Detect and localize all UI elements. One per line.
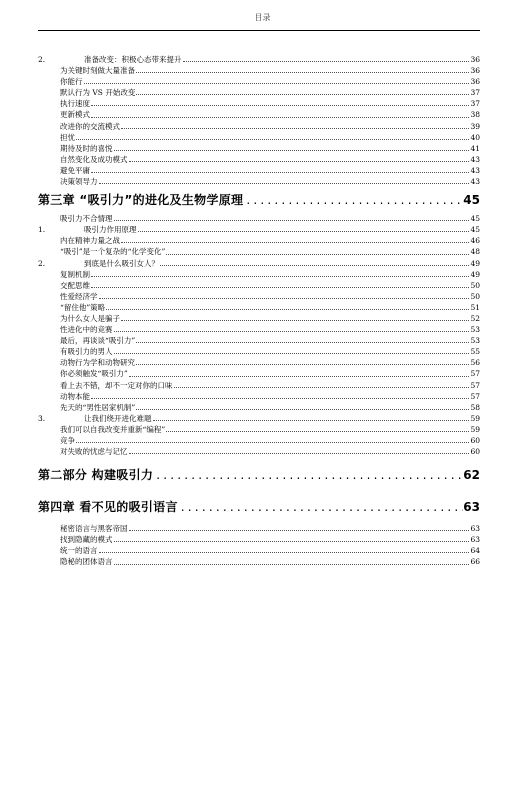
entry-title: 改进你的交流模式 xyxy=(60,121,120,131)
toc-entry[interactable] xyxy=(38,435,480,446)
leader-dots xyxy=(136,72,469,73)
leader-dots xyxy=(121,242,469,243)
entry-page-number: 43 xyxy=(470,165,480,175)
entry-page-number: 49 xyxy=(470,269,480,279)
leader-dots xyxy=(91,117,469,118)
leader-dots xyxy=(160,265,469,266)
entry-title: 决策领导力 xyxy=(60,177,98,187)
toc-entry[interactable] xyxy=(38,132,480,143)
toc-entry[interactable] xyxy=(38,269,480,280)
entry-page-number: 52 xyxy=(470,313,480,323)
toc-entry[interactable] xyxy=(38,54,480,65)
entry-page-number: 38 xyxy=(470,110,480,120)
toc-entry[interactable] xyxy=(38,280,480,291)
entry-title: 你必须触发“吸引力” xyxy=(60,369,128,379)
toc-entry[interactable] xyxy=(38,545,480,556)
leader-dots xyxy=(121,320,469,321)
chapter-title: 第三章 “吸引力”的进化及生物学原理 xyxy=(38,193,244,208)
toc-chapter-heading[interactable] xyxy=(38,191,480,211)
entry-title: 交配思维 xyxy=(60,280,90,290)
toc-entry[interactable] xyxy=(38,391,480,402)
toc-entry[interactable] xyxy=(38,213,480,224)
leader-dots xyxy=(121,128,469,129)
toc-entry[interactable] xyxy=(38,121,480,132)
entry-page-number: 48 xyxy=(470,247,480,257)
leader-dots xyxy=(114,564,470,565)
toc-chapter-heading[interactable] xyxy=(38,466,480,486)
entry-title: 对失败的忧虑与记忆 xyxy=(60,447,128,457)
leader-dots xyxy=(114,331,470,332)
toc-entry[interactable] xyxy=(38,324,480,335)
entry-page-number: 46 xyxy=(470,236,480,246)
entry-page-number: 55 xyxy=(470,347,480,357)
entry-page-number: 57 xyxy=(470,369,480,379)
entry-title: 隐秘的团体语言 xyxy=(60,557,113,567)
toc-entry[interactable] xyxy=(38,357,480,368)
entry-page-number: 36 xyxy=(470,55,480,64)
leader-dots xyxy=(91,398,469,399)
leader-dots xyxy=(153,468,463,482)
toc-entry[interactable] xyxy=(38,154,480,165)
toc-entry[interactable] xyxy=(38,302,480,313)
leader-dots xyxy=(114,541,470,542)
toc-chapter-heading[interactable] xyxy=(38,498,480,518)
entry-title: 让我们绕开进化难题 xyxy=(84,413,152,423)
toc-entry[interactable] xyxy=(38,258,480,269)
entry-page-number: 58 xyxy=(470,402,480,412)
entry-page-number: 50 xyxy=(470,280,480,290)
chapter-page-number: 62 xyxy=(463,468,480,483)
entry-page-number: 49 xyxy=(470,258,480,268)
leader-dots xyxy=(91,287,469,288)
leader-dots xyxy=(129,530,470,531)
toc-entry[interactable] xyxy=(38,65,480,76)
entry-page-number: 63 xyxy=(470,524,480,534)
entry-title: 复制机制 xyxy=(60,269,90,279)
leader-dots xyxy=(99,552,470,553)
entry-title: 为关键时刻做大量准备 xyxy=(60,66,135,76)
entry-title: 执行速度 xyxy=(60,99,90,109)
toc-entry[interactable] xyxy=(38,246,480,257)
leader-dots xyxy=(76,139,469,140)
entry-page-number: 37 xyxy=(470,88,480,98)
entry-page-number: 66 xyxy=(470,557,480,567)
entry-page-number: 53 xyxy=(470,325,480,335)
leader-dots xyxy=(166,431,469,432)
entry-page-number: 59 xyxy=(470,424,480,434)
entry-page-number: 59 xyxy=(470,413,480,423)
toc-entry[interactable] xyxy=(38,424,480,435)
entry-title: 性爱经济学 xyxy=(60,291,98,301)
toc-entry[interactable] xyxy=(38,87,480,98)
leader-dots xyxy=(166,254,469,255)
entry-page-number: 43 xyxy=(470,177,480,187)
leader-dots xyxy=(243,193,463,207)
entry-page-number: 36 xyxy=(470,77,480,87)
toc-entry[interactable] xyxy=(38,176,480,187)
entry-title: 竞争 xyxy=(60,436,75,445)
chapter-title: 第四章 看不见的吸引语言 xyxy=(38,500,178,515)
entry-page-number: 45 xyxy=(470,214,480,224)
entry-page-number: 36 xyxy=(470,66,480,76)
entry-title: “吸引”是一个复杂的“化学变化” xyxy=(60,247,166,257)
entry-title: 有吸引力的男人 xyxy=(60,347,113,357)
leader-dots xyxy=(114,220,470,221)
entry-title: 你能行 xyxy=(60,77,83,87)
toc-entry[interactable] xyxy=(38,235,480,246)
leader-dots xyxy=(183,61,470,62)
entry-page-number: 43 xyxy=(470,154,480,164)
entry-title: 动物本能 xyxy=(60,391,90,401)
leader-dots xyxy=(106,309,469,310)
entry-title: 默认行为 VS 开始改变 xyxy=(60,88,136,98)
entry-page-number: 57 xyxy=(470,391,480,401)
chapter-title: 第二部分 构建吸引力 xyxy=(38,468,154,483)
entry-title: 准备改变：积极心态带来提升 xyxy=(84,55,182,64)
leader-dots xyxy=(153,420,470,421)
toc-entry[interactable] xyxy=(38,165,480,176)
entry-page-number: 64 xyxy=(470,546,480,556)
entry-title: 动物行为学和动物研究 xyxy=(60,358,135,368)
entry-title: 吸引力不合情理 xyxy=(60,214,113,224)
entry-title: 内在精神力量之战 xyxy=(60,236,120,246)
entry-title: 更新模式 xyxy=(60,110,90,120)
toc-entry[interactable] xyxy=(38,109,480,120)
leader-dots xyxy=(129,161,470,162)
entry-page-number: 60 xyxy=(470,447,480,457)
toc-entry[interactable] xyxy=(38,556,480,567)
leader-dots xyxy=(76,442,469,443)
chapter-page-number: 63 xyxy=(463,500,480,515)
toc-entry[interactable] xyxy=(38,534,480,545)
leader-dots xyxy=(91,276,469,277)
entry-page-number: 53 xyxy=(470,336,480,346)
chapter-page-number: 45 xyxy=(463,193,480,208)
entry-number: 3. xyxy=(38,413,46,423)
toc-entry[interactable] xyxy=(38,413,480,424)
leader-dots xyxy=(138,231,470,232)
leader-dots xyxy=(91,172,469,173)
entry-number: 1. xyxy=(38,225,46,235)
leader-dots xyxy=(99,183,470,184)
entry-title: “留住他”策略 xyxy=(60,302,106,312)
entry-page-number: 39 xyxy=(470,121,480,131)
toc-entry[interactable] xyxy=(38,523,480,534)
toc-entry[interactable] xyxy=(38,380,480,391)
toc-entry[interactable] xyxy=(38,335,480,346)
entry-title: 最后，再谈谈“吸引力” xyxy=(60,336,136,346)
leader-dots xyxy=(136,409,469,410)
entry-title: 自然变化及成功模式 xyxy=(60,154,128,164)
table-of-contents xyxy=(38,54,480,568)
toc-entry[interactable] xyxy=(38,346,480,357)
entry-title: 到底是什么吸引女人？ xyxy=(84,258,159,268)
leader-dots xyxy=(129,453,470,454)
entry-title: 先天的“男性居家机制” xyxy=(60,402,136,412)
toc-entry[interactable] xyxy=(38,446,480,457)
toc-entry[interactable] xyxy=(38,224,480,235)
leader-dots xyxy=(114,353,470,354)
entry-title: 看上去不错，却不一定对你的口味 xyxy=(60,380,173,390)
leader-dots xyxy=(91,105,469,106)
toc-entry[interactable] xyxy=(38,98,480,109)
header-rule xyxy=(38,30,480,31)
entry-title: 担忧 xyxy=(60,132,75,142)
entry-number: 2. xyxy=(38,258,46,268)
entry-page-number: 40 xyxy=(470,132,480,142)
leader-dots xyxy=(129,376,470,377)
entry-title: 找到隐藏的模式 xyxy=(60,535,113,545)
leader-dots xyxy=(84,83,470,84)
entry-title: 统一的语言 xyxy=(60,546,98,556)
entry-title: 吸引力作用原理 xyxy=(84,225,137,235)
running-header: 目录 xyxy=(254,13,271,22)
entry-title: 避免平庸 xyxy=(60,165,90,175)
entry-page-number: 45 xyxy=(470,225,480,235)
leader-dots xyxy=(99,298,470,299)
toc-entry[interactable] xyxy=(38,402,480,413)
leader-dots xyxy=(136,94,469,95)
leader-dots xyxy=(174,387,470,388)
toc-entry[interactable] xyxy=(38,291,480,302)
entry-page-number: 63 xyxy=(470,535,480,545)
entry-page-number: 51 xyxy=(470,302,480,312)
entry-page-number: 60 xyxy=(470,436,480,445)
toc-entry[interactable] xyxy=(38,143,480,154)
entry-title: 为什么女人是骗子 xyxy=(60,313,120,323)
leader-dots xyxy=(114,150,470,151)
entry-page-number: 50 xyxy=(470,291,480,301)
entry-title: 秘密语言与黑客帝国 xyxy=(60,524,128,534)
entry-page-number: 37 xyxy=(470,99,480,109)
leader-dots xyxy=(178,500,464,514)
toc-entry[interactable] xyxy=(38,313,480,324)
toc-entry[interactable] xyxy=(38,368,480,379)
leader-dots xyxy=(136,342,469,343)
toc-entry[interactable] xyxy=(38,76,480,87)
entry-page-number: 41 xyxy=(470,143,480,153)
entry-page-number: 57 xyxy=(470,380,480,390)
entry-title: 我们可以自我改变并重新“编程” xyxy=(60,424,166,434)
entry-title: 期待及时的喜悦 xyxy=(60,143,113,153)
entry-title: 性进化中的竞赛 xyxy=(60,325,113,335)
entry-page-number: 56 xyxy=(470,358,480,368)
entry-number: 2. xyxy=(38,55,46,64)
leader-dots xyxy=(136,364,469,365)
